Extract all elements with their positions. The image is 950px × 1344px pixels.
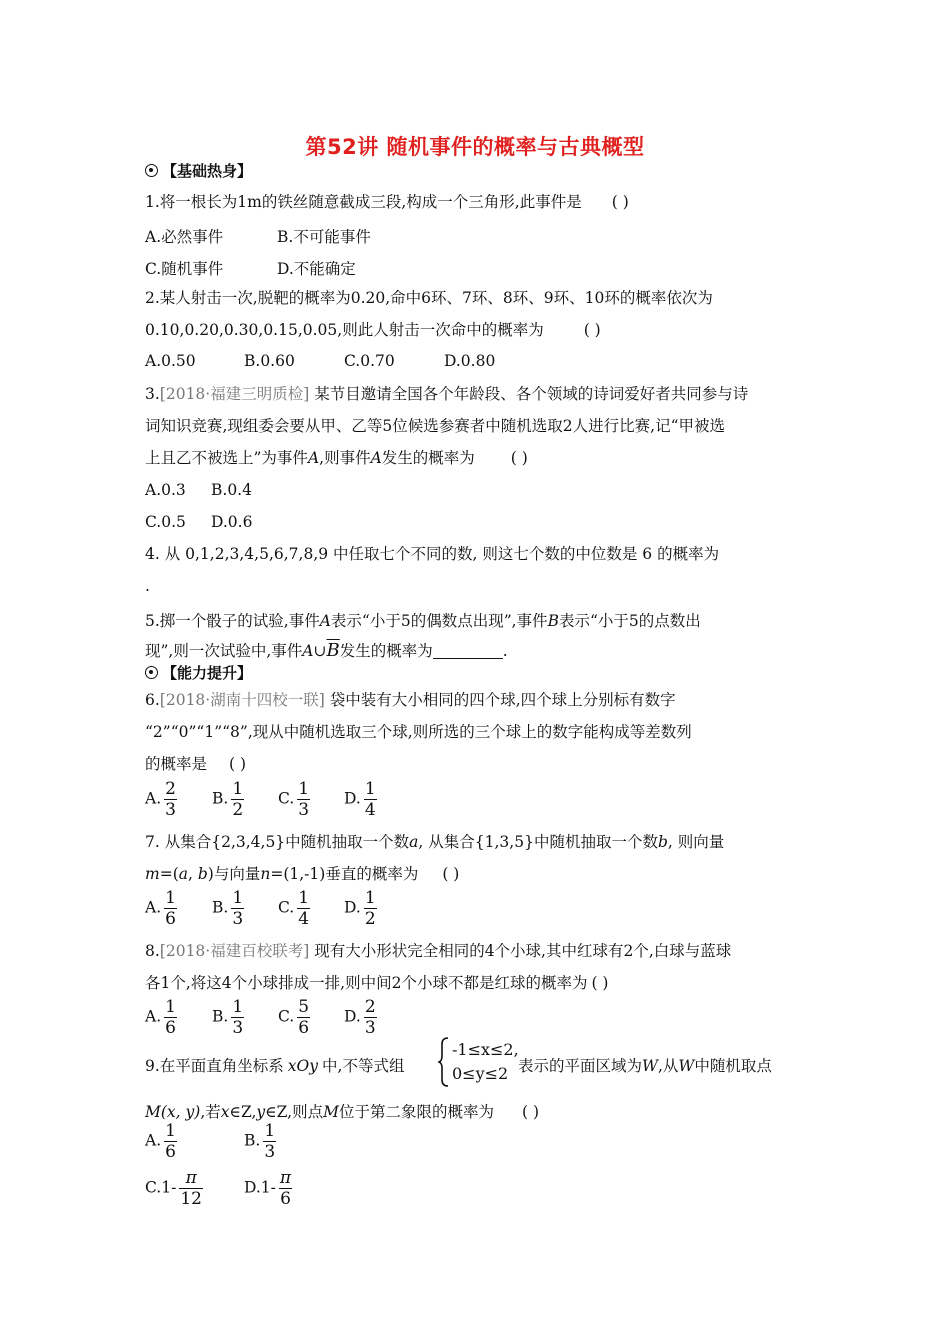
fraction: $\frac{1}{4}$: [298, 888, 310, 929]
question-2-line-2: 0.10,0.20,0.30,0.15,0.05,则此人射击一次命中的概率为 ( ): [145, 321, 601, 339]
left-brace-icon: [438, 1037, 450, 1087]
q9-option-b: B. $\frac{1}{3}$: [244, 1121, 276, 1162]
q3-option-d: D.0.6: [211, 513, 253, 531]
q2-option-d: D.0.80: [444, 352, 496, 370]
q1-option-b: B.不可能事件: [277, 228, 371, 246]
question-9-line-2: M(x, y),若x∈Z,y∈Z,则点M位于第二象限的概率为 ( ): [145, 1103, 540, 1121]
q9-option-a: A. $\frac{1}{6}$: [145, 1121, 176, 1162]
fraction: $\frac{\pi}{12}$: [180, 1168, 202, 1209]
question-source: [2018·福建三明质检]: [159, 385, 310, 403]
section-basic-heading: 【基础热身】: [145, 161, 252, 181]
q2-option-b: B.0.60: [244, 352, 295, 370]
target-icon: [145, 666, 158, 679]
q6-option-b: B. $\frac{1}{2}$: [212, 779, 244, 820]
q3-option-a: A.0.3: [145, 481, 186, 499]
question-7-line-2: m=(a, b)与向量n=(1,-1)垂直的概率为 ( ): [145, 865, 460, 883]
question-3-line-2: 词知识竞赛,现组委会要从甲、乙等5位候选参赛者中随机选取2人进行比赛,记“甲被选: [145, 417, 726, 435]
inequality-x: -1≤x≤2,: [452, 1040, 519, 1059]
q9-option-c: C.1- $\frac{\pi}{12}$: [145, 1168, 202, 1209]
fraction: $\frac{\pi}{6}$: [279, 1168, 292, 1209]
question-3-line-1: 3.[2018·福建三明质检] 某节目邀请全国各个年龄段、各个领域的诗词爱好者共同参与诗: [145, 385, 749, 403]
fraction: $\frac{1}{3}$: [298, 779, 310, 820]
fraction: $\frac{1}{3}$: [264, 1121, 276, 1162]
q7-option-d: D. $\frac{1}{2}$: [344, 888, 376, 929]
q9-option-d: D.1- $\frac{\pi}{6}$: [244, 1168, 292, 1209]
fraction: $\frac{1}{6}$: [165, 1121, 176, 1162]
fraction: $\frac{1}{2}$: [364, 888, 376, 929]
inequality-system: [438, 1037, 519, 1087]
target-icon: [145, 164, 158, 177]
q6-option-d: D. $\frac{1}{4}$: [344, 779, 376, 820]
question-8-line-2: 各1个,将这4个小球排成一排,则中间2个小球不都是红球的概率为 ( ): [145, 974, 609, 992]
question-4-line-1: 4. 从 0,1,2,3,4,5,6,7,8,9 中任取七个不同的数, 则这七个数的中位数是 6 的概率为: [145, 545, 720, 563]
question-source: [2018·湖南十四校一联]: [159, 691, 325, 709]
fraction: $\frac{1}{4}$: [364, 779, 376, 820]
question-1: 1.将一根长为1m的铁丝随意截成三段,构成一个三角形,此事件是 ( ): [145, 193, 629, 211]
question-6-line-2: “2”“0”“1”“8”,现从中随机选取三个球,则所选的三个球上的数字能构成等差数列: [145, 723, 692, 741]
inequality-y: 0≤y≤2: [452, 1064, 509, 1083]
question-8-line-1: 8.[2018·福建百校联考] 现有大小形状完全相同的4个小球,其中红球有2个,白球与蓝球: [145, 942, 732, 960]
q8-option-b: B. $\frac{1}{3}$: [212, 997, 244, 1038]
q6-option-c: C. $\frac{1}{3}$: [278, 779, 310, 820]
fraction: $\frac{2}{3}$: [165, 779, 176, 820]
question-7-line-1: 7. 从集合{2,3,4,5}中随机抽取一个数a, 从集合{1,3,5}中随机抽取一个数b, 则向量: [145, 833, 725, 851]
q8-option-a: A. $\frac{1}{6}$: [145, 997, 176, 1038]
fraction: $\frac{1}{6}$: [165, 888, 176, 929]
question-source: [2018·福建百校联考]: [159, 942, 310, 960]
b-complement: $\overline{B}$: [326, 640, 340, 661]
q1-option-d: D.不能确定: [277, 260, 356, 278]
answer-blank: [433, 642, 503, 659]
fraction: $\frac{1}{3}$: [232, 997, 244, 1038]
q1-option-c: C.随机事件: [145, 260, 224, 278]
fraction: $\frac{1}{6}$: [165, 997, 176, 1038]
fraction: $\frac{1}{3}$: [232, 888, 244, 929]
question-6-line-3: 的概率是 ( ): [145, 755, 247, 773]
q6-option-a: A. $\frac{2}{3}$: [145, 779, 176, 820]
q8-option-d: D. $\frac{2}{3}$: [344, 997, 376, 1038]
question-9-line-1a: 9.在平面直角坐标系 xOy 中,不等式组: [145, 1057, 405, 1075]
question-3-line-3: 上且乙不被选上”为事件A,则事件A发生的概率为 ( ): [145, 449, 528, 467]
fraction: $\frac{2}{3}$: [364, 997, 376, 1038]
question-2-line-1: 2.某人射击一次,脱靶的概率为0.20,命中6环、7环、8环、9环、10环的概率依次为: [145, 289, 713, 307]
fraction: $\frac{5}{6}$: [298, 997, 310, 1038]
question-5-line-1: 5.掷一个骰子的试验,事件A表示“小于5的偶数点出现”,事件B表示“小于5的点数出: [145, 612, 701, 630]
q8-option-c: C. $\frac{5}{6}$: [278, 997, 310, 1038]
question-9-line-1b: 表示的平面区域为W,从W中随机取点: [518, 1057, 772, 1075]
q7-option-a: A. $\frac{1}{6}$: [145, 888, 176, 929]
q2-option-a: A.0.50: [145, 352, 196, 370]
question-5-line-2: 现”,则一次试验中,事件$A\cup\overline{B}$发生的概率为 .: [145, 640, 508, 661]
q2-option-c: C.0.70: [344, 352, 395, 370]
q3-option-c: C.0.5: [145, 513, 186, 531]
q1-option-a: A.必然事件: [145, 228, 224, 246]
q7-option-b: B. $\frac{1}{3}$: [212, 888, 244, 929]
fraction: $\frac{1}{2}$: [232, 779, 244, 820]
page-title: 第52讲 随机事件的概率与古典概型: [305, 135, 645, 159]
question-6-line-1: 6.[2018·湖南十四校一联] 袋中装有大小相同的四个球,四个球上分别标有数字: [145, 691, 676, 709]
q3-option-b: B.0.4: [211, 481, 252, 499]
question-4-line-2: .: [145, 577, 150, 595]
q7-option-c: C. $\frac{1}{4}$: [278, 888, 310, 929]
section-advanced-heading: 【能力提升】: [145, 663, 252, 683]
